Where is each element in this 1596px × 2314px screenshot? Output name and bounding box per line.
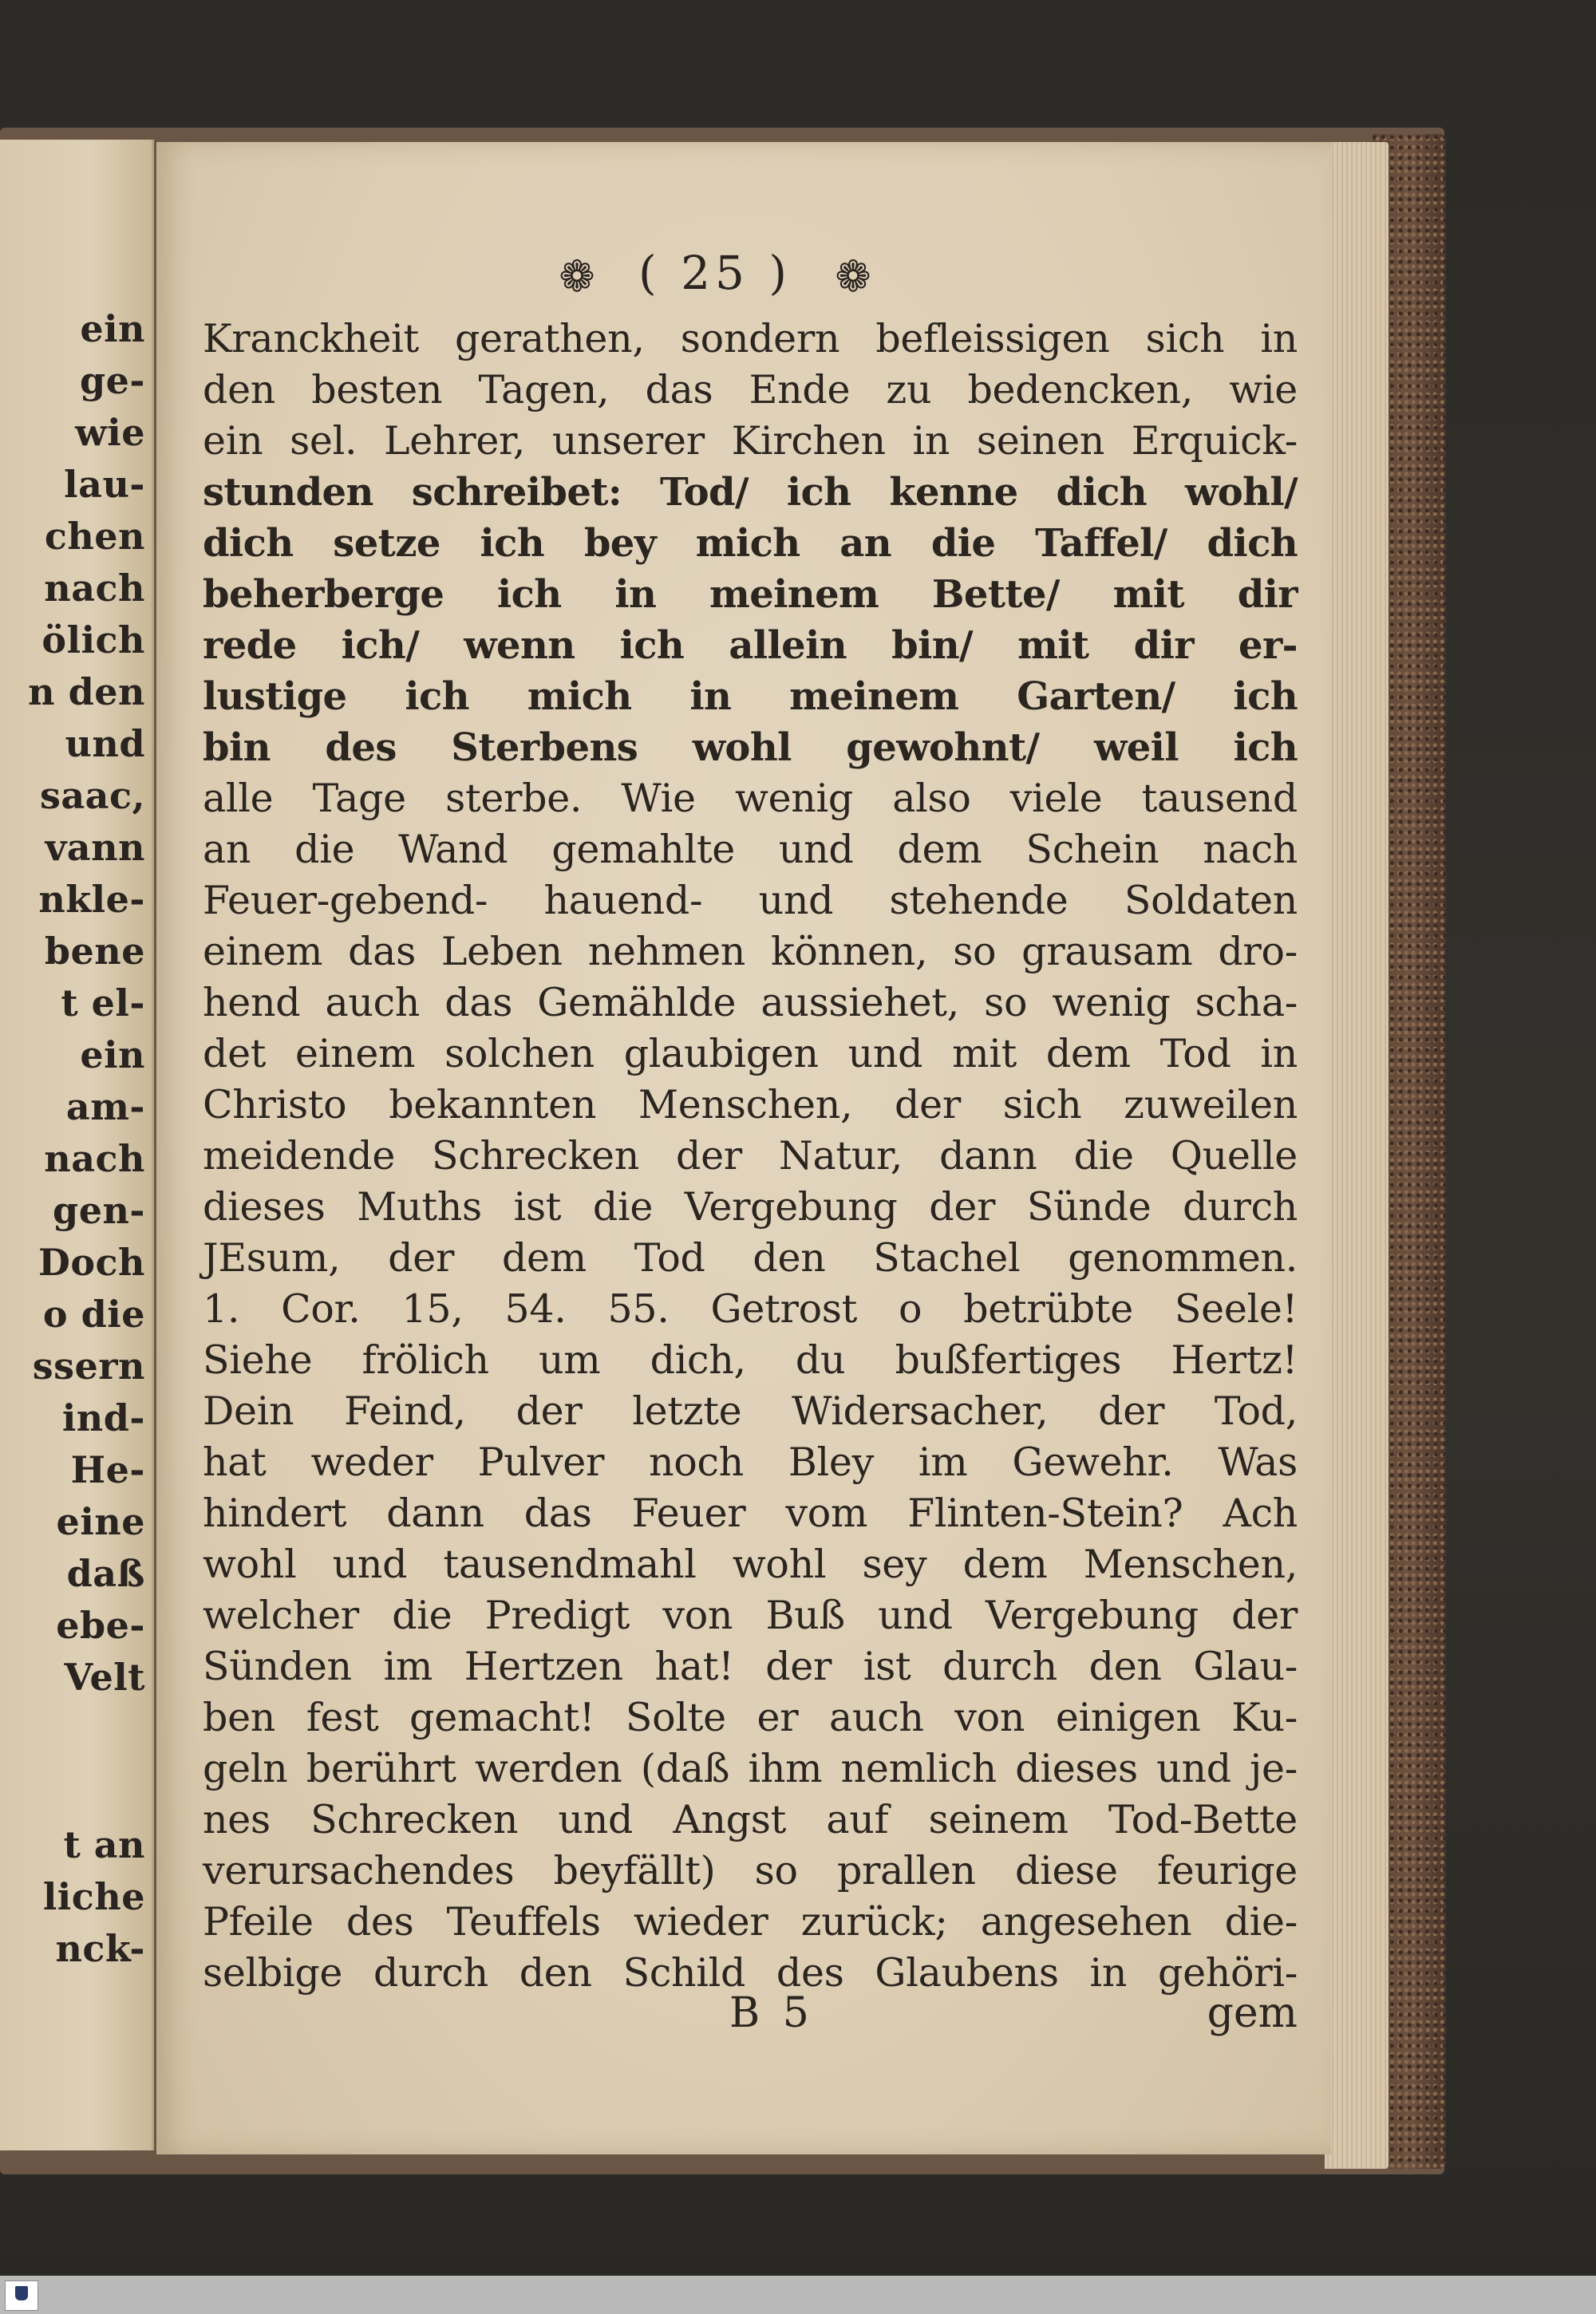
left-page-fragment: bene bbox=[44, 930, 145, 973]
right-page bbox=[156, 142, 1331, 2154]
text-line: geln berührt werden (daß ihm nemlich dieses und je- bbox=[203, 1746, 1298, 1791]
left-page-fragment: Doch bbox=[38, 1241, 145, 1284]
left-page-fragment: nkle- bbox=[38, 878, 145, 921]
text-line: Christo bekannten Menschen, der sich zuweilen bbox=[203, 1082, 1298, 1127]
left-page-fragment: n den bbox=[28, 670, 145, 713]
text-line: hend auch das Gemählde aussiehet, so wenig scha- bbox=[203, 980, 1298, 1025]
text-line: nes Schrecken und Angst auf seinem Tod-Bette bbox=[203, 1797, 1298, 1842]
text-line: beherberge ich in meinem Bette/ mit dir bbox=[203, 572, 1298, 617]
text-line: ein sel. Lehrer, unserer Kirchen in seinen Erquick- bbox=[203, 418, 1298, 464]
catchword: gem bbox=[1207, 1989, 1298, 2037]
left-page-fragment: nach bbox=[44, 1137, 145, 1180]
text-line: selbige durch den Schild des Glaubens in gehöri- bbox=[203, 1950, 1298, 1996]
text-line: alle Tage sterbe. Wie wenig also viele tausend bbox=[203, 776, 1298, 821]
left-page-fragment: lau- bbox=[64, 463, 145, 506]
page-header bbox=[156, 246, 1274, 302]
page-block-edges bbox=[1325, 142, 1389, 2169]
text-line: lustige ich mich in meinem Garten/ ich bbox=[203, 674, 1298, 719]
left-page-fragment: ssern bbox=[32, 1345, 145, 1388]
left-page-fragment: ind- bbox=[61, 1396, 145, 1439]
body-text bbox=[203, 314, 1298, 1999]
text-line: dich setze ich bey mich an die Taffel/ dich bbox=[203, 521, 1298, 566]
text-line: hindert dann das Feuer vom Flinten-Stein? Ach bbox=[203, 1491, 1298, 1536]
left-page-fragment: He- bbox=[70, 1448, 145, 1491]
text-line: wohl und tausendmahl wohl sey dem Menschen, bbox=[203, 1542, 1298, 1587]
text-line: Siehe frölich um dich, du bußfertiges Hertz! bbox=[203, 1337, 1298, 1383]
text-line: Dein Feind, der letzte Widersacher, der Tod, bbox=[203, 1388, 1298, 1434]
left-page-fragment: und bbox=[65, 722, 145, 765]
text-line: hat weder Pulver noch Bley im Gewehr. Was bbox=[203, 1439, 1298, 1485]
page-footer bbox=[203, 1989, 1298, 2045]
left-page-fragment: ge- bbox=[79, 359, 145, 402]
left-page-fragment: am- bbox=[65, 1085, 145, 1128]
library-logo-icon bbox=[5, 2280, 38, 2311]
text-line: ben fest gemacht! Solte er auch von einigen Ku- bbox=[203, 1695, 1298, 1740]
text-line: rede ich/ wenn ich allein bin/ mit dir er- bbox=[203, 623, 1298, 668]
left-page-fragment: eine bbox=[56, 1500, 145, 1543]
ornament-left-icon: ❁ bbox=[559, 251, 595, 302]
left-page-fragment: ein bbox=[80, 1033, 145, 1076]
page-number: ( 25 ) bbox=[638, 246, 792, 300]
left-page-fragment: chen bbox=[44, 515, 145, 558]
left-page-fragment: nach bbox=[44, 567, 145, 610]
text-line: an die Wand gemahlte und dem Schein nach bbox=[203, 827, 1298, 872]
left-page-fragment: t an bbox=[63, 1823, 145, 1866]
left-page-fragment: o die bbox=[42, 1293, 145, 1336]
left-page-fragment: wie bbox=[75, 411, 145, 454]
text-line: 1. Cor. 15, 54. 55. Getrost o betrübte Seele! bbox=[203, 1286, 1298, 1332]
left-page-fragment: t el- bbox=[61, 981, 145, 1025]
text-line: den besten Tagen, das Ende zu bedencken, wie bbox=[203, 367, 1298, 413]
left-page-fragment: saac, bbox=[39, 774, 145, 817]
left-page-fragment: gen- bbox=[53, 1189, 145, 1232]
left-page-fragment: daß bbox=[66, 1552, 145, 1595]
text-line: verursachendes beyfällt) so prallen diese feurige bbox=[203, 1848, 1298, 1893]
left-page-fragment: ebe- bbox=[56, 1604, 145, 1647]
text-line: welcher die Predigt von Buß und Vergebung der bbox=[203, 1593, 1298, 1638]
viewer-bottom-bar bbox=[0, 2276, 1596, 2314]
left-page-fragment: liche bbox=[42, 1875, 145, 1918]
left-page-fragment: vann bbox=[45, 826, 145, 869]
text-line: bin des Sterbens wohl gewohnt/ weil ich bbox=[203, 725, 1298, 770]
text-line: det einem solchen glaubigen und mit dem Tod in bbox=[203, 1031, 1298, 1076]
left-page-fragment: ein bbox=[80, 307, 145, 350]
text-line: JEsum, der dem Tod den Stachel genommen. bbox=[203, 1235, 1298, 1281]
left-facing-page bbox=[0, 140, 154, 2150]
text-line: Sünden im Hertzen hat! der ist durch den Glau- bbox=[203, 1644, 1298, 1689]
text-line: stunden schreibet: Tod/ ich kenne dich wohl/ bbox=[203, 470, 1298, 515]
left-page-fragment: nck- bbox=[55, 1927, 145, 1970]
text-line: Pfeile des Teuffels wieder zurück; angesehen die- bbox=[203, 1899, 1298, 1945]
left-page-fragment: ölich bbox=[41, 618, 145, 661]
text-line: dieses Muths ist die Vergebung der Sünde durch bbox=[203, 1184, 1298, 1230]
text-line: Feuer-gebend- hauend- und stehende Soldaten bbox=[203, 878, 1298, 923]
text-line: Kranckheit gerathen, sondern befleissigen sich in bbox=[203, 316, 1298, 361]
ornament-right-icon: ❁ bbox=[835, 251, 871, 302]
left-page-fragment: Velt bbox=[64, 1656, 145, 1699]
text-line: einem das Leben nehmen können, so grausam dro- bbox=[203, 929, 1298, 974]
text-line: meidende Schrecken der Natur, dann die Quelle bbox=[203, 1133, 1298, 1179]
signature-mark: B 5 bbox=[729, 1989, 814, 2037]
